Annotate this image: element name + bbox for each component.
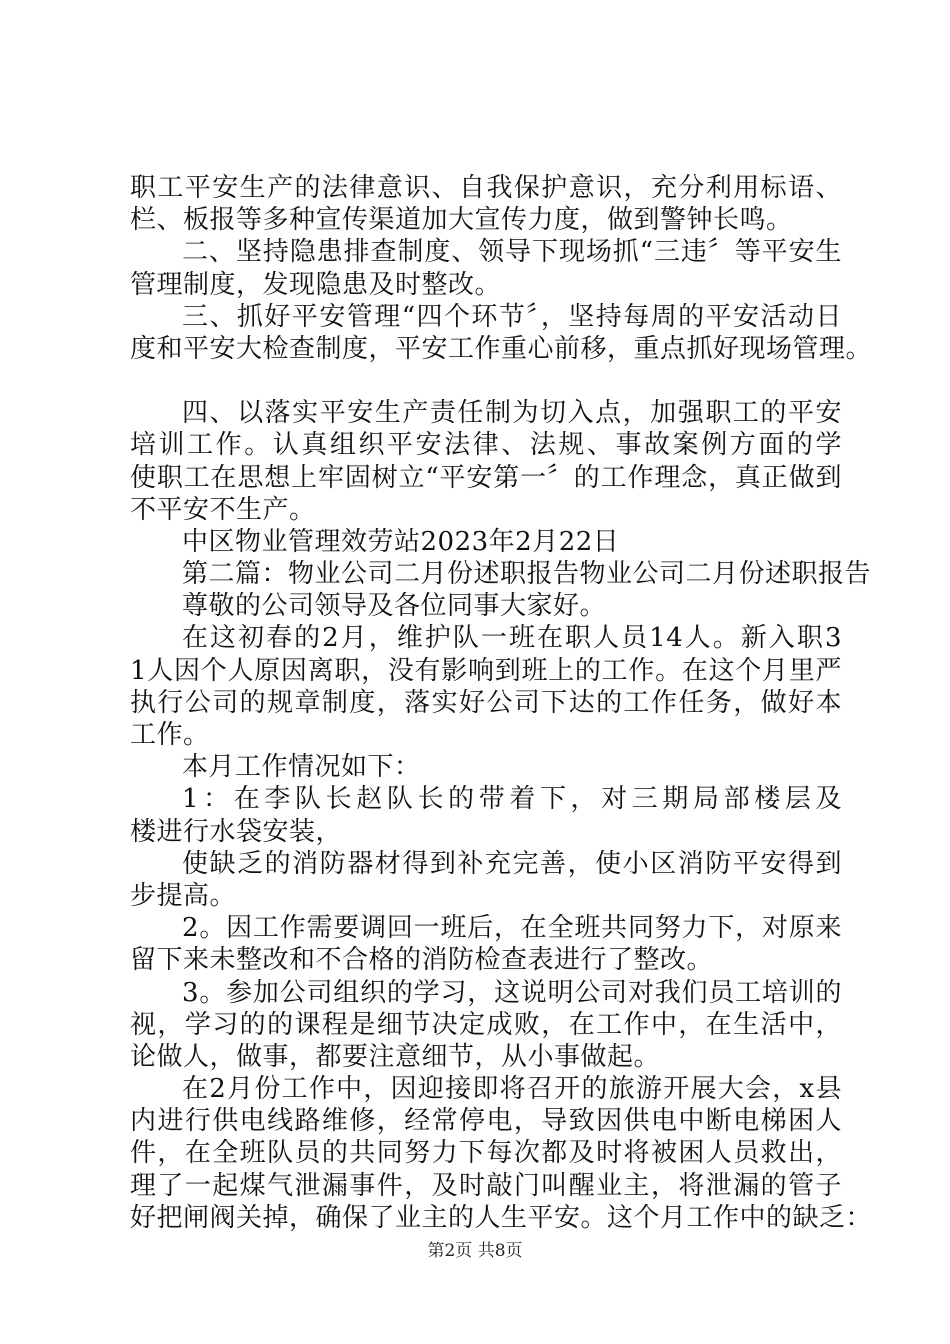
text-line: 四、以落实平安生产责任制为切入点，加强职工的平安	[182, 398, 842, 429]
text-line: 不平安不生产。	[130, 494, 316, 525]
text-line: 使职工在思想上牢固树立“平安第一〞的工作理念，真正做到	[130, 462, 842, 493]
text-line: 内进行供电线路维修，经常停电，导致因供电中断电梯困人	[130, 1106, 842, 1137]
text-line: 二、坚持隐患排查制度、领导下现场抓“三违〞等平安生	[182, 237, 842, 268]
text-line: 使缺乏的消防器材得到补充完善，使小区消防平安得到	[182, 848, 842, 879]
text-line: 1：在李队长赵队长的带着下，对三期局部楼层及	[182, 784, 842, 815]
text-line: 尊敬的公司领导及各位同事大家好。	[182, 591, 607, 622]
text-line: 培训工作。认真组织平安法律、法规、事故案例方面的学	[130, 430, 842, 461]
text-line: 第二篇：物业公司二月份述职报告物业公司二月份述职报告	[182, 559, 872, 590]
text-line: 楼进行水袋安装，	[130, 816, 343, 847]
text-line: 理了一起煤气泄漏事件，及时敲门叫醒业主，将泄漏的管子	[130, 1170, 842, 1201]
text-line: 执行公司的规章制度，落实好公司下达的工作任务，做好本	[130, 687, 842, 718]
text-line: 在这初春的2月，维护队一班在职人员14人。新入职3	[182, 623, 842, 654]
text-line: 视，学习的的课程是细节决定成败，在工作中，在生活中，	[130, 1009, 842, 1040]
text-line: 本月工作情况如下：	[182, 752, 421, 783]
text-line: 中区物业管理效劳站2023年2月22日	[182, 526, 620, 557]
text-line: 职工平安生产的法律意识、自我保护意识，充分利用标语、	[130, 173, 842, 203]
text-line: 管理制度，发现隐患及时整改。	[130, 269, 502, 300]
text-line: 步提高。	[130, 880, 237, 911]
text-line: 2。因工作需要调回一班后，在全班共同努力下，对原来	[182, 913, 842, 944]
text-line: 好把闸阀关掉，确保了业主的人生平安。这个月工作中的缺乏：	[130, 1202, 873, 1233]
page-footer: 第2页 共8页	[427, 1241, 523, 1261]
blank-line	[130, 365, 842, 397]
text-line: 件，在全班队员的共同努力下每次都及时将被困人员救出，	[130, 1138, 842, 1169]
text-line: 度和平安大检查制度，平安工作重心前移，重点抓好现场管理。	[130, 333, 873, 364]
text-line: 工作。	[130, 720, 210, 750]
document-body	[130, 172, 873, 1234]
text-line: 栏、板报等多种宣传渠道加大宣传力度，做到警钟长鸣。	[130, 205, 793, 236]
text-line: 留下来未整改和不合格的消防检查表进行了整改。	[130, 945, 714, 976]
text-line: 3。参加公司组织的学习，这说明公司对我们员工培训的	[182, 977, 842, 1008]
text-line: 在2月份工作中，因迎接即将召开的旅游开展大会，x县	[182, 1074, 842, 1105]
text-line: 三、抓好平安管理“四个环节〞，坚持每周的平安活动日	[182, 301, 842, 332]
text-line: 1人因个人原因离职，没有影响到班上的工作。在这个月里严	[130, 655, 842, 686]
text-line: 论做人，做事，都要注意细节，从小事做起。	[130, 1041, 661, 1072]
